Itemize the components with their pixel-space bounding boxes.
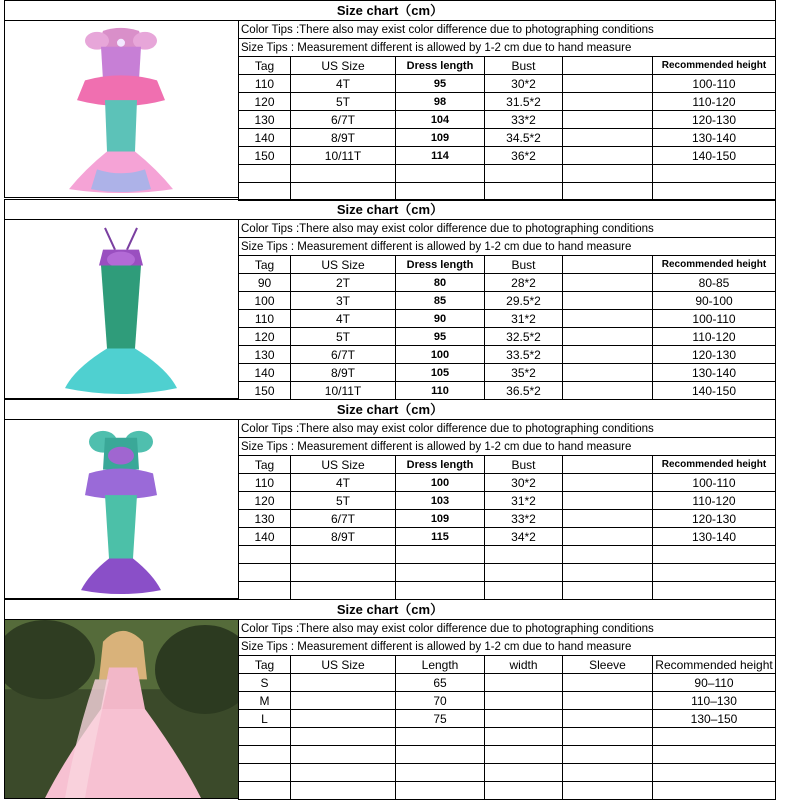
table-cell: 4T [291,310,396,328]
table-row [239,728,776,746]
table-cell [396,165,485,183]
table-cell [485,165,563,183]
table-cell: 120 [239,93,291,111]
table-cell [563,147,653,165]
table-cell [485,782,563,800]
size-tips: Size Tips : Measurement different is allowed by 1-2 cm due to hand measure [239,438,776,456]
table-cell: 2T [291,274,396,292]
table-cell [653,582,776,600]
table-cell [563,528,653,546]
table-cell [239,183,291,201]
table-cell: 110 [396,382,485,400]
table-row [239,364,776,382]
table-cell: 140 [239,528,291,546]
table-row [239,564,776,582]
color-tips: Color Tips :There also may exist color difference due to photographing conditions [239,21,776,39]
table-row [239,528,776,546]
table-cell [291,782,396,800]
table-cell: 85 [396,292,485,310]
table-cell: 120-130 [653,111,776,129]
table-cell: 98 [396,93,485,111]
table-cell [653,782,776,800]
table-row [239,75,776,93]
table-cell: 29.5*2 [485,292,563,310]
table-cell [485,764,563,782]
table-cell: 28*2 [485,274,563,292]
header-cell: US Size [291,456,396,474]
header-cell: Tag [239,57,291,75]
table-cell: 31*2 [485,492,563,510]
size-table-3 [238,419,776,600]
table-cell [563,75,653,93]
table-cell: 36*2 [485,147,563,165]
table-cell: 114 [396,147,485,165]
size-table-4 [238,619,776,800]
section-title: Size chart（cm） [4,199,776,220]
table-cell: 10/11T [291,382,396,400]
header-cell: US Size [291,656,396,674]
table-row [239,546,776,564]
table-cell [563,492,653,510]
mermaid-dress-teal-image [4,219,239,399]
table-row [239,111,776,129]
table-cell: 104 [396,111,485,129]
table-row [239,582,776,600]
table-cell [563,364,653,382]
table-cell: 130-140 [653,528,776,546]
header-cell [563,256,653,274]
header-cell: Dress length [396,456,485,474]
table-cell: 4T [291,75,396,93]
table-row [239,328,776,346]
table-cell: 110 [239,75,291,93]
table-cell [653,165,776,183]
table-cell [563,564,653,582]
table-cell [485,746,563,764]
table-cell [291,546,396,564]
header-cell: Length [396,656,485,674]
table-cell: 90 [239,274,291,292]
color-tips: Color Tips :There also may exist color difference due to photographing conditions [239,620,776,638]
table-cell [239,564,291,582]
table-cell [485,582,563,600]
table-cell: 140-150 [653,382,776,400]
table-cell: 130-140 [653,364,776,382]
table-cell: 140 [239,364,291,382]
table-cell: 115 [396,528,485,546]
table-cell: 109 [396,129,485,147]
header-cell: Sleeve [563,656,653,674]
header-cell: Bust [485,57,563,75]
table-cell [563,129,653,147]
table-cell: 100 [396,346,485,364]
table-row [239,310,776,328]
header-cell: Bust [485,256,563,274]
table-cell [563,582,653,600]
table-cell: 150 [239,147,291,165]
table-cell: 110–130 [653,692,776,710]
size-chart-section-3 [4,399,776,599]
table-cell [291,692,396,710]
table-cell [485,710,563,728]
table-cell [485,692,563,710]
table-cell: 5T [291,328,396,346]
table-row [239,183,776,201]
table-cell [239,782,291,800]
section-title: Size chart（cm） [4,0,776,21]
color-tips: Color Tips :There also may exist color difference due to photographing conditions [239,420,776,438]
header-cell: Recommended height [653,256,776,274]
table-row [239,129,776,147]
table-row [239,346,776,364]
table-cell [485,183,563,201]
mermaid-dress-purple-image [4,419,239,599]
table-cell: 110 [239,310,291,328]
table-cell [396,728,485,746]
table-cell: 150 [239,382,291,400]
table-cell [239,546,291,564]
mermaid-dress-pink-image [4,20,239,198]
table-cell [563,310,653,328]
table-cell: 34.5*2 [485,129,563,147]
table-cell [653,183,776,201]
table-cell [396,764,485,782]
table-cell: 80-85 [653,274,776,292]
table-cell: 130–150 [653,710,776,728]
table-cell [563,474,653,492]
header-cell: Recommended height [653,656,776,674]
size-table-1 [238,20,776,201]
table-cell: 34*2 [485,528,563,546]
table-cell: 8/9T [291,364,396,382]
table-cell [396,564,485,582]
header-cell [563,57,653,75]
header-row [239,57,776,75]
section-title: Size chart（cm） [4,399,776,420]
table-cell: 31*2 [485,310,563,328]
header-cell: Dress length [396,57,485,75]
girl-pink-dress-photo [4,619,239,799]
table-cell: 4T [291,474,396,492]
table-cell: 75 [396,710,485,728]
table-cell: 10/11T [291,147,396,165]
table-cell: 120-130 [653,346,776,364]
table-row [239,382,776,400]
table-cell: 103 [396,492,485,510]
table-cell: 30*2 [485,75,563,93]
header-cell [563,456,653,474]
table-cell [563,165,653,183]
table-cell: 110-120 [653,93,776,111]
header-row [239,456,776,474]
header-cell: Tag [239,256,291,274]
table-cell: 140 [239,129,291,147]
table-cell: 120 [239,328,291,346]
header-row [239,256,776,274]
table-cell: 65 [396,674,485,692]
table-cell [396,183,485,201]
table-cell [653,728,776,746]
table-cell [291,746,396,764]
table-cell: 30*2 [485,474,563,492]
table-cell [485,728,563,746]
table-cell: 80 [396,274,485,292]
header-cell: US Size [291,256,396,274]
size-chart-section-1 [4,0,776,198]
table-row [239,764,776,782]
table-cell: 5T [291,93,396,111]
table-cell [396,746,485,764]
size-tips: Size Tips : Measurement different is allowed by 1-2 cm due to hand measure [239,638,776,656]
table-cell [563,510,653,528]
table-row [239,292,776,310]
table-cell: 32.5*2 [485,328,563,346]
header-cell: Tag [239,456,291,474]
header-cell: Dress length [396,256,485,274]
table-cell: 100-110 [653,310,776,328]
table-cell [291,564,396,582]
table-cell: 105 [396,364,485,382]
table-cell [653,546,776,564]
table-cell [563,692,653,710]
table-cell: 130 [239,346,291,364]
table-cell [239,165,291,183]
table-cell [563,274,653,292]
table-cell: S [239,674,291,692]
table-cell [563,546,653,564]
table-row [239,692,776,710]
table-cell [563,111,653,129]
table-cell: 100 [239,292,291,310]
table-cell [396,782,485,800]
table-cell: 130-140 [653,129,776,147]
size-tips: Size Tips : Measurement different is allowed by 1-2 cm due to hand measure [239,39,776,57]
table-row [239,147,776,165]
table-cell: 33*2 [485,111,563,129]
table-cell [485,546,563,564]
table-cell [563,382,653,400]
table-cell: 140-150 [653,147,776,165]
table-cell: 100-110 [653,75,776,93]
table-cell [239,728,291,746]
table-cell: 110-120 [653,328,776,346]
size-chart-section-4 [4,599,776,799]
table-cell: 3T [291,292,396,310]
table-cell [239,582,291,600]
table-cell [563,292,653,310]
size-table-2 [238,219,776,400]
table-cell: 130 [239,510,291,528]
table-cell: 90 [396,310,485,328]
table-cell [563,782,653,800]
header-cell: US Size [291,57,396,75]
table-cell [291,674,396,692]
table-cell: 8/9T [291,528,396,546]
table-cell [239,764,291,782]
table-cell: 33*2 [485,510,563,528]
header-row [239,656,776,674]
header-cell: Recommended height [653,456,776,474]
table-cell [563,710,653,728]
table-cell [485,564,563,582]
table-row [239,474,776,492]
header-cell: Recommended height [653,57,776,75]
table-cell: 100 [396,474,485,492]
table-cell: 109 [396,510,485,528]
table-cell: 31.5*2 [485,93,563,111]
table-cell [291,183,396,201]
table-cell [563,346,653,364]
table-cell [653,746,776,764]
table-cell [653,564,776,582]
table-cell: 8/9T [291,129,396,147]
table-cell [291,165,396,183]
table-cell [291,710,396,728]
table-cell: 120-130 [653,510,776,528]
table-row [239,746,776,764]
table-cell: 110 [239,474,291,492]
size-chart-section-2 [4,199,776,399]
table-cell: 90–110 [653,674,776,692]
table-cell: 95 [396,328,485,346]
color-tips: Color Tips :There also may exist color difference due to photographing conditions [239,220,776,238]
table-cell: M [239,692,291,710]
table-cell [563,764,653,782]
table-row [239,492,776,510]
header-cell: Bust [485,456,563,474]
size-tips: Size Tips : Measurement different is allowed by 1-2 cm due to hand measure [239,238,776,256]
table-cell [563,674,653,692]
table-cell: 35*2 [485,364,563,382]
table-cell [563,728,653,746]
table-cell [396,546,485,564]
table-cell: 120 [239,492,291,510]
table-cell [291,764,396,782]
table-cell: 100-110 [653,474,776,492]
header-cell: Tag [239,656,291,674]
table-cell [563,93,653,111]
table-cell [239,746,291,764]
table-cell: 5T [291,492,396,510]
table-row [239,274,776,292]
table-row [239,510,776,528]
table-cell [485,674,563,692]
table-cell: L [239,710,291,728]
table-cell [563,746,653,764]
table-row [239,782,776,800]
table-cell [563,328,653,346]
table-cell [563,183,653,201]
table-cell [291,728,396,746]
table-cell [291,582,396,600]
header-cell: width [485,656,563,674]
table-cell: 70 [396,692,485,710]
table-cell: 33.5*2 [485,346,563,364]
table-cell: 95 [396,75,485,93]
section-title: Size chart（cm） [4,599,776,620]
table-cell: 6/7T [291,346,396,364]
table-cell [396,582,485,600]
table-cell: 6/7T [291,111,396,129]
table-cell: 6/7T [291,510,396,528]
table-row [239,165,776,183]
table-row [239,710,776,728]
table-cell: 130 [239,111,291,129]
table-row [239,674,776,692]
table-cell: 110-120 [653,492,776,510]
table-cell: 36.5*2 [485,382,563,400]
table-cell: 90-100 [653,292,776,310]
table-row [239,93,776,111]
table-cell [653,764,776,782]
